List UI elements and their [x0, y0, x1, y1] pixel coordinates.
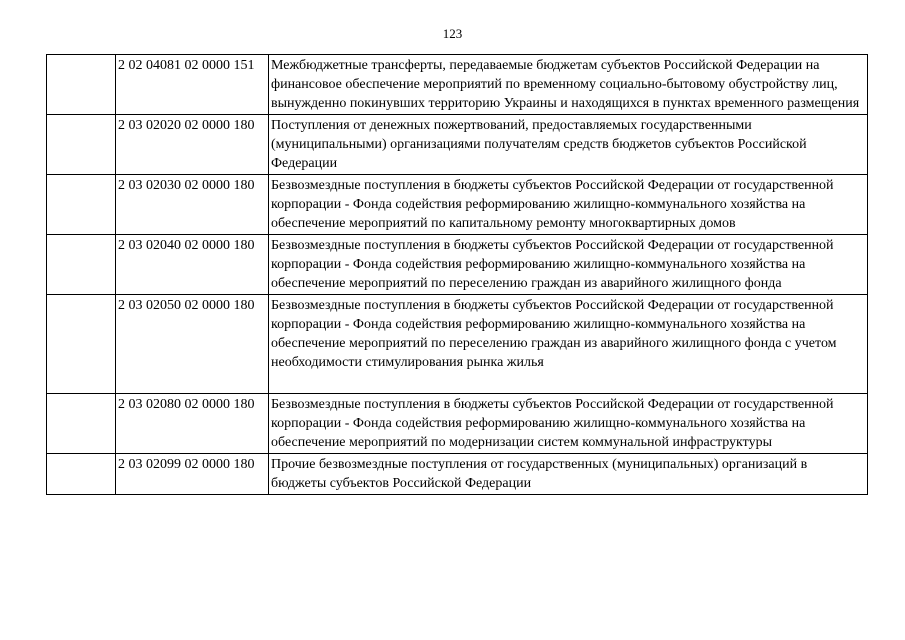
empty-cell	[47, 454, 116, 495]
code-cell: 2 03 02050 02 0000 180	[116, 295, 269, 394]
code-cell: 2 03 02099 02 0000 180	[116, 454, 269, 495]
description-cell: Прочие безвозмездные поступления от государственных (муниципальных) организаций в бюджеты субъектов Российской Федерации	[269, 454, 868, 495]
table-row	[47, 115, 868, 175]
code-cell: 2 03 02020 02 0000 180	[116, 115, 269, 175]
table-row	[47, 454, 868, 495]
empty-cell	[47, 394, 116, 454]
description-cell: Безвозмездные поступления в бюджеты субъектов Российской Федерации от государственной корпорации - Фонда содействия реформированию жилищно-коммунального хозяйства на обеспечение мероприятий по переселению граждан из аварийного жилищного фонда с учетом необходимости стимулирования рынка жилья	[269, 295, 868, 394]
empty-cell	[47, 235, 116, 295]
empty-cell	[47, 295, 116, 394]
empty-cell	[47, 55, 116, 115]
table-row	[47, 295, 868, 394]
code-cell: 2 02 04081 02 0000 151	[116, 55, 269, 115]
table-row	[47, 55, 868, 115]
revenue-codes-table	[46, 54, 868, 495]
description-cell: Межбюджетные трансферты, передаваемые бюджетам субъектов Российской Федерации на финансовое обеспечение мероприятий по временному социально-бытовому обустройству лиц, вынужденно покинувших территорию Украины и находящихся в пунктах временного размещения	[269, 55, 868, 115]
table-row	[47, 394, 868, 454]
code-cell: 2 03 02040 02 0000 180	[116, 235, 269, 295]
empty-cell	[47, 175, 116, 235]
code-cell: 2 03 02080 02 0000 180	[116, 394, 269, 454]
description-cell: Безвозмездные поступления в бюджеты субъектов Российской Федерации от государственной корпорации - Фонда содействия реформированию жилищно-коммунального хозяйства на обеспечение мероприятий по капитальному ремонту многоквартирных домов	[269, 175, 868, 235]
description-cell: Поступления от денежных пожертвований, предоставляемых государственными (муниципальными) организациями получателям средств бюджетов субъектов Российской Федерации	[269, 115, 868, 175]
description-cell: Безвозмездные поступления в бюджеты субъектов Российской Федерации от государственной корпорации - Фонда содействия реформированию жилищно-коммунального хозяйства на обеспечение мероприятий по модернизации систем коммунальной инфраструктуры	[269, 394, 868, 454]
table-row	[47, 175, 868, 235]
page-number: 123	[442, 26, 463, 41]
table-row	[47, 235, 868, 295]
description-cell: Безвозмездные поступления в бюджеты субъектов Российской Федерации от государственной корпорации - Фонда содействия реформированию жилищно-коммунального хозяйства на обеспечение мероприятий по переселению граждан из аварийного жилищного фонда	[269, 235, 868, 295]
code-cell: 2 03 02030 02 0000 180	[116, 175, 269, 235]
empty-cell	[47, 115, 116, 175]
